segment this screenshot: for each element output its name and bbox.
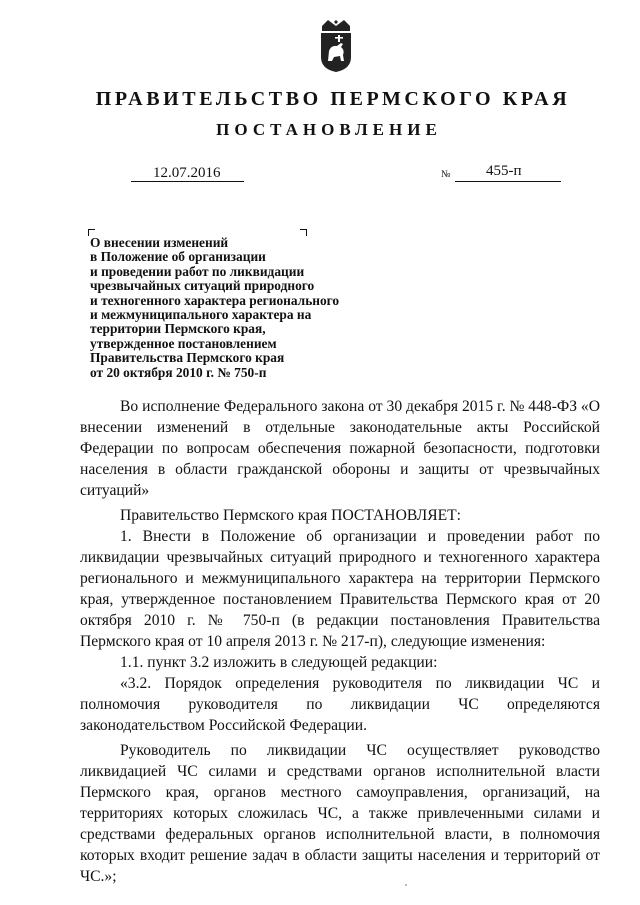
preamble-paragraph: Во исполнение Федерального закона от 30 декабря 2015 г. № 448-ФЗ «О внесении изменений в отдельные законодательные акты Российской Федерации по вопросам обеспечения пожарной безопасности, подготовки населения в области гражданской обороны и защиты от чрезвычайных ситуаций»: [80, 398, 600, 499]
document-subject: [90, 236, 390, 380]
document-kind: ПОСТАНОВЛЕНИЕ: [216, 120, 442, 139]
item-1-1-paragraph: 1.1. пункт 3.2 изложить в следующей редакции:: [120, 654, 438, 671]
document-body: [80, 396, 600, 887]
document-number: 455-п: [486, 163, 522, 179]
subject-line: от 20 октября 2010 г. № 750-п: [90, 364, 267, 380]
subject-line: утвержденное постановлением: [90, 335, 277, 351]
resolves-paragraph: Правительство Пермского края ПОСТАНОВЛЯЕТ:: [120, 507, 461, 524]
perm-krai-coat-of-arms-icon: [319, 17, 353, 73]
page-mark: [405, 884, 407, 886]
subject-line: в Положение об организации: [90, 249, 266, 265]
clause-3-2-paragraph: «3.2. Порядок определения руководителя по ликвидации ЧС и полномочия руководителя по ликвидации ЧС определяются законодательством Российской Федерации.: [80, 675, 600, 734]
document-date: 12.07.2016: [153, 165, 221, 181]
subject-line: и проведении работ по ликвидации: [90, 263, 305, 279]
subject-line: Правительства Пермского края: [90, 350, 285, 366]
subject-line: чрезвычайных ситуаций природного: [90, 278, 315, 294]
item-1-paragraph: 1. Внести в Положение об организации и проведении работ по ликвидации чрезвычайных ситуаций природного и техногенного характера регионального и межмуниципального характера на территории Пермского края, утвержденное постановлением Правительства Пермского края от 20 октября 2010 г. № 750-п (в редакции постановления Правительства Пермского края от 10 апреля 2013 г. № 217-п), следующие изменения:: [80, 528, 600, 650]
subject-line: и межмуниципального характера на: [90, 307, 312, 323]
government-title: ПРАВИТЕЛЬСТВО ПЕРМСКОГО КРАЯ: [95, 88, 571, 110]
number-sign: №: [441, 169, 451, 180]
subject-bracket-right: [300, 229, 307, 236]
subject-line: О внесении изменений: [90, 235, 229, 250]
clause-leader-paragraph: Руководитель по ликвидации ЧС осуществляет руководство ликвидацией ЧС силами и средствами органов исполнительной власти Пермского края, органов местного самоуправления, организаций, на территориях которых сложилась ЧС, а также привлеченными силами и средствами федеральных органов исполнительной власти, в полномочия которых входит решение задач в области защиты населения и территорий от ЧС.»;: [80, 742, 600, 885]
subject-line: территории Пермского края,: [90, 321, 266, 337]
subject-line: и техногенного характера регионального: [90, 292, 340, 308]
